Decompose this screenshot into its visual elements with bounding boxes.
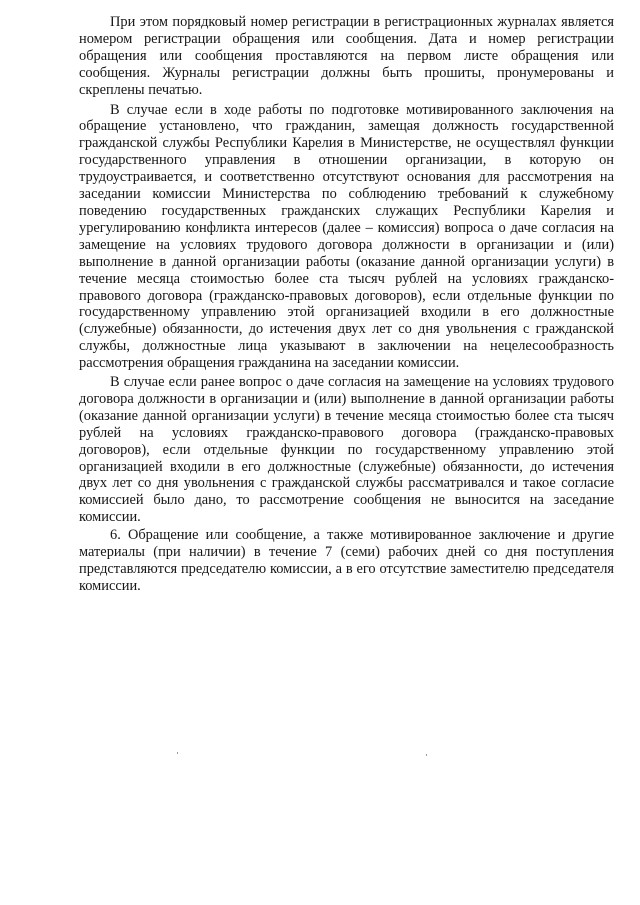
scan-artifact xyxy=(177,752,178,754)
paragraph-prior-consent: В случае если ранее вопрос о даче согласия на замещение на условиях трудового договора должности в организации и (или) выполнение в данной организации работы (оказание данной организации услуги) в течение месяца стоимостью более ста тысяч рублей на условиях гражданско-правового договора (гражданско-правовых договоров), если отдельные функции по государственному управлению этой организацией входили в его должностные (служебные) обязанности, до истечения двух лет со дня увольнения с гражданской службы рассматривался и такое согласие комиссией было дано, то рассмотрение сообщения не выносится на заседание комиссии. xyxy=(79,374,614,526)
paragraph-registration-journals: При этом порядковый номер регистрации в регистрационных журналах является номером регистрации обращения или сообщения. Дата и номер регистрации обращения или сообщения проставляются на первом листе обращения или сообщения. Журналы регистрации должны быть прошиты, пронумерованы и скреплены печатью. xyxy=(79,14,614,98)
document-body xyxy=(79,14,614,595)
paragraph-conclusion-inexpediency: В случае если в ходе работы по подготовке мотивированного заключения на обращение установлено, что гражданин, замещая должность государственной гражданской службы Республики Карелия в Министерстве, не осуществлял функции государственного управления в отношении организации, в которую он трудоустраивается, и соответственно отсутствуют основания для рассмотрения на заседании комиссии Министерства по соблюдению требований к служебному поведению государственных гражданских служащих Республики Карелия и урегулированию конфликта интересов (далее – комиссия) вопроса о даче согласия на замещение на условиях трудового договора должности в организации и (или) выполнение в данной организации работы (оказание данной организации услуги) в течение месяца стоимостью более ста тысяч рублей на условиях гражданско-правового договора (гражданско-правовых договоров), если отдельные функции по государственному управлению этой организацией входили в его должностные (служебные) обязанности, до истечения двух лет со дня увольнения с гражданской службы, должностные лица указывают в заключении на нецелесообразность рассмотрения обращения гражданина на заседании комиссии. xyxy=(79,101,614,372)
scan-artifact xyxy=(426,754,427,756)
paragraph-item-6: 6. Обращение или сообщение, а также мотивированное заключение и другие материалы (при наличии) в течение 7 (семи) рабочих дней со дня поступления представляются председателю комиссии, а в его отсутствие заместителю председателя комиссии. xyxy=(79,527,614,594)
